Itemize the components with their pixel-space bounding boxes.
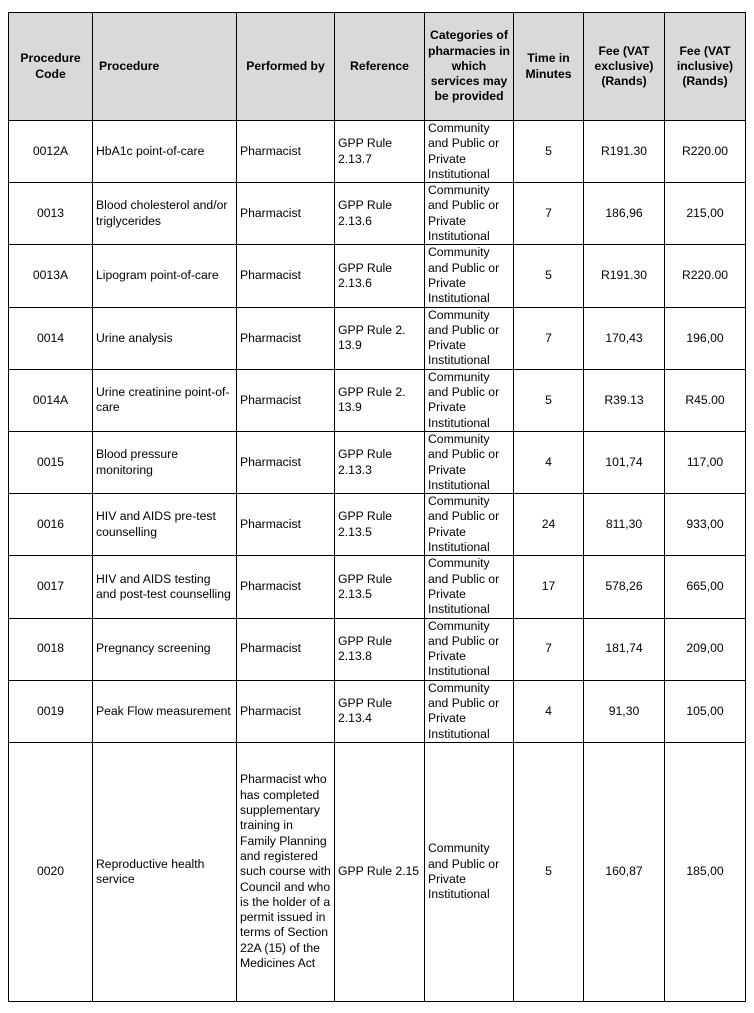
header-categories: Categories of pharmacies in which services may be provided	[425, 13, 514, 121]
reference: GPP Rule 2. 13.9	[335, 307, 425, 369]
header-fee-inclusive: Fee (VAT inclusive) (Rands)	[665, 13, 746, 121]
performed-by: Pharmacist	[237, 556, 335, 618]
fee-vat-exclusive: 181,74	[584, 618, 665, 680]
header-fee-exclusive: Fee (VAT exclusive) (Rands)	[584, 13, 665, 121]
reference: GPP Rule 2.13.5	[335, 494, 425, 556]
performed-by: Pharmacist	[237, 307, 335, 369]
procedure-name: Pregnancy screening	[93, 618, 237, 680]
fee-vat-exclusive: 578,26	[584, 556, 665, 618]
fee-vat-exclusive: 160,87	[584, 742, 665, 1001]
fee-vat-inclusive: 933,00	[665, 494, 746, 556]
table-row	[9, 307, 746, 369]
procedure-name: HIV and AIDS pre-test counselling	[93, 494, 237, 556]
procedure-name: Lipogram point-of-care	[93, 245, 237, 307]
pharmacy-categories: Community and Public or Private Institutional	[425, 742, 514, 1001]
procedure-code: 0014A	[9, 369, 93, 431]
fee-vat-inclusive: 117,00	[665, 431, 746, 493]
table-row	[9, 369, 746, 431]
fee-vat-exclusive: 101,74	[584, 431, 665, 493]
procedure-name: HIV and AIDS testing and post-test counselling	[93, 556, 237, 618]
header-reference: Reference	[335, 13, 425, 121]
time-minutes: 5	[514, 245, 584, 307]
reference: GPP Rule 2.13.5	[335, 556, 425, 618]
pharmacy-categories: Community and Public or Private Institutional	[425, 183, 514, 245]
table-row	[9, 245, 746, 307]
reference: GPP Rule 2.13.3	[335, 431, 425, 493]
pharmacy-categories: Community and Public or Private Institutional	[425, 618, 514, 680]
time-minutes: 5	[514, 121, 584, 183]
table-row	[9, 618, 746, 680]
procedure-code: 0020	[9, 742, 93, 1001]
time-minutes: 7	[514, 618, 584, 680]
time-minutes: 24	[514, 494, 584, 556]
performed-by: Pharmacist	[237, 369, 335, 431]
procedure-code: 0018	[9, 618, 93, 680]
fee-vat-inclusive: R45.00	[665, 369, 746, 431]
fee-vat-exclusive: 811,30	[584, 494, 665, 556]
performed-by: Pharmacist	[237, 245, 335, 307]
performed-by: Pharmacist	[237, 494, 335, 556]
time-minutes: 7	[514, 307, 584, 369]
procedure-name: Reproductive health service	[93, 742, 237, 1001]
table-row	[9, 431, 746, 493]
performed-by: Pharmacist	[237, 121, 335, 183]
fee-vat-exclusive: R39.13	[584, 369, 665, 431]
procedure-code: 0014	[9, 307, 93, 369]
fee-vat-inclusive: R220.00	[665, 121, 746, 183]
fee-vat-inclusive: 665,00	[665, 556, 746, 618]
time-minutes: 4	[514, 680, 584, 742]
procedure-name: Urine analysis	[93, 307, 237, 369]
fee-vat-exclusive: 186,96	[584, 183, 665, 245]
reference: GPP Rule 2.13.4	[335, 680, 425, 742]
fee-vat-inclusive: 185,00	[665, 742, 746, 1001]
procedure-code: 0015	[9, 431, 93, 493]
performed-by: Pharmacist	[237, 183, 335, 245]
fee-vat-exclusive: 170,43	[584, 307, 665, 369]
reference: GPP Rule 2. 13.9	[335, 369, 425, 431]
time-minutes: 4	[514, 431, 584, 493]
reference: GPP Rule 2.15	[335, 742, 425, 1001]
pharmacy-categories: Community and Public or Private Institutional	[425, 556, 514, 618]
procedure-code: 0017	[9, 556, 93, 618]
header-performed-by: Performed by	[237, 13, 335, 121]
table-row	[9, 680, 746, 742]
performed-by: Pharmacist	[237, 618, 335, 680]
fee-vat-exclusive: 91,30	[584, 680, 665, 742]
procedure-name: HbA1c point-of-care	[93, 121, 237, 183]
header-time: Time in Minutes	[514, 13, 584, 121]
reference: GPP Rule 2.13.7	[335, 121, 425, 183]
pharmacy-categories: Community and Public or Private Institutional	[425, 431, 514, 493]
performed-by: Pharmacist who has completed supplementary training in Family Planning and registered such course with Council and who is the holder of a permit issued in terms of Section 22A (15) of the Medicines Act	[237, 742, 335, 1001]
pharmacy-categories: Community and Public or Private Institutional	[425, 245, 514, 307]
time-minutes: 5	[514, 369, 584, 431]
procedure-name: Urine creatinine point-of-care	[93, 369, 237, 431]
reference: GPP Rule 2.13.6	[335, 245, 425, 307]
procedure-fee-table	[8, 12, 746, 1002]
table-row	[9, 494, 746, 556]
header-procedure: Procedure	[93, 13, 237, 121]
procedure-name: Blood pressure monitoring	[93, 431, 237, 493]
fee-vat-inclusive: 196,00	[665, 307, 746, 369]
reference: GPP Rule 2.13.8	[335, 618, 425, 680]
procedure-name: Peak Flow measurement	[93, 680, 237, 742]
pharmacy-categories: Community and Public or Private Institutional	[425, 494, 514, 556]
procedure-code: 0016	[9, 494, 93, 556]
fee-vat-inclusive: 215,00	[665, 183, 746, 245]
reference: GPP Rule 2.13.6	[335, 183, 425, 245]
procedure-code: 0013	[9, 183, 93, 245]
time-minutes: 5	[514, 742, 584, 1001]
fee-vat-exclusive: R191.30	[584, 245, 665, 307]
table-row	[9, 742, 746, 1001]
procedure-code: 0019	[9, 680, 93, 742]
pharmacy-categories: Community and Public or Private Institutional	[425, 121, 514, 183]
pharmacy-categories: Community and Public or Private Institutional	[425, 680, 514, 742]
time-minutes: 17	[514, 556, 584, 618]
time-minutes: 7	[514, 183, 584, 245]
pharmacy-categories: Community and Public or Private Institutional	[425, 307, 514, 369]
fee-vat-inclusive: 105,00	[665, 680, 746, 742]
procedure-name: Blood cholesterol and/or triglycerides	[93, 183, 237, 245]
table-row	[9, 121, 746, 183]
fee-vat-inclusive: R220.00	[665, 245, 746, 307]
pharmacy-categories: Community and Public or Private Institutional	[425, 369, 514, 431]
procedure-code: 0013A	[9, 245, 93, 307]
fee-vat-inclusive: 209,00	[665, 618, 746, 680]
table-row	[9, 556, 746, 618]
table-row	[9, 183, 746, 245]
procedure-code: 0012A	[9, 121, 93, 183]
table-header-row	[9, 13, 746, 121]
header-procedure-code: Procedure Code	[9, 13, 93, 121]
performed-by: Pharmacist	[237, 680, 335, 742]
performed-by: Pharmacist	[237, 431, 335, 493]
fee-vat-exclusive: R191.30	[584, 121, 665, 183]
